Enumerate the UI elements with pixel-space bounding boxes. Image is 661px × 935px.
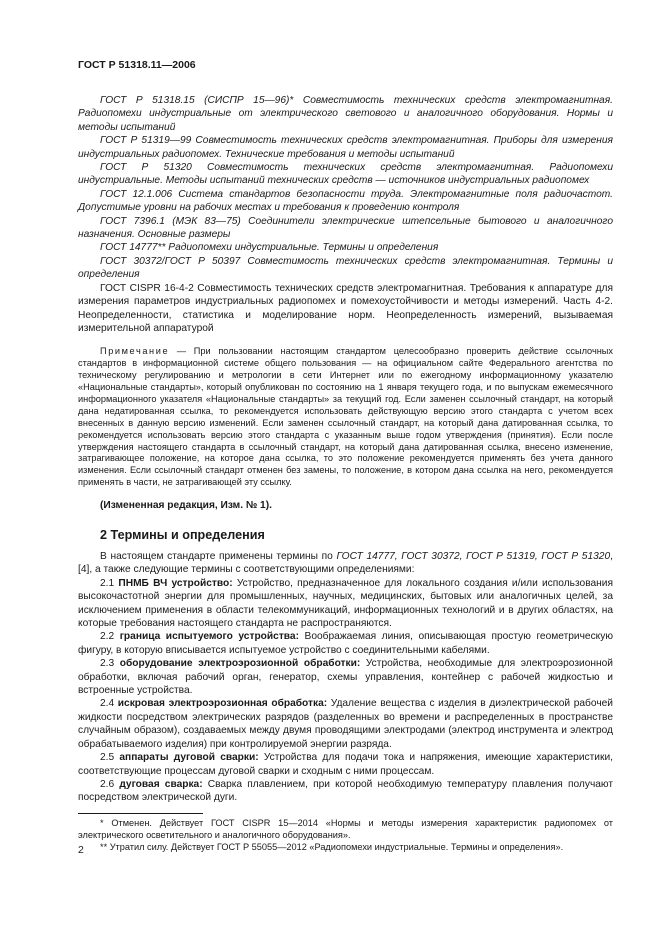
section-intro: В настоящем стандарте применены термины по ГОСТ 14777, ГОСТ 30372, ГОСТ Р 51319, ГОСТ Р 51320, [4], а также следующие термины с соответствующими определениями: bbox=[78, 551, 613, 576]
section-title: 2 Термины и определения bbox=[100, 527, 265, 542]
reference-item: ГОСТ 12.1.006 Система стандартов безопасности труда. Электромагнитные поля радиочастот. Допустимые уровни на рабочих местах и требования к проведению контроля bbox=[78, 188, 613, 214]
note-paragraph bbox=[78, 346, 613, 489]
document-header: ГОСТ Р 51318.11—2006 bbox=[78, 59, 196, 71]
term-definition: 2.6 дуговая сварка: Сварка плавлением, при которой необходимую температуру плавления получают посредством электрической дуги. bbox=[78, 778, 614, 804]
term-definition: 2.1 ПНМБ ВЧ устройство: Устройство, предназначенное для локального создания и/или использования высокочастотной энергии для промышленных, научных, медицинских, бытовых или аналогичных целей, за исключением применения в области телекоммуникаций, информационных технологий и в других областях, на которые требования настоящего стандарта не распространяются. bbox=[78, 577, 614, 630]
term-definition: 2.2 граница испытуемого устройства: Воображаемая линия, описывающая простую геометрическую фигуру, в которую вписывается испытуемое устройство с соединительными кабелями. bbox=[78, 631, 613, 656]
reference-item: ГОСТ 30372/ГОСТ Р 50397 Совместимость технических средств электромагнитная. Термины и определения bbox=[78, 255, 613, 281]
term-definition: 2.4 искровая электроэрозионная обработка: Удаление вещества с изделия в диэлектрической рабочей жидкости посредством электрических разрядов (разделенных во времени и распределенных в пространстве случайным образом), создаваемых между двумя проводящими электродами (электрод инструмента и электрод обрабатываемого изделия) при контролируемой энергии разряда. bbox=[78, 698, 613, 750]
footnote-divider bbox=[78, 813, 203, 814]
term-definition: 2.3 оборудование электроэрозионной обработки: Устройства, необходимые для электроэрозионной обработки, включая рабочий орган, генератор, схемы управления, контейнер с рабочей жидкостью и встроенные устройства. bbox=[78, 658, 613, 697]
reference-item: ГОСТ Р 51319—99 Совместимость технических средств электромагнитная. Приборы для измерения индустриальных радиопомех. Технические требования и методы испытаний bbox=[78, 135, 613, 160]
reference-item: ГОСТ 14777** Радиопомехи индустриальные. Термины и определения bbox=[100, 242, 439, 254]
reference-item: ГОСТ Р 51320 Совместимость технических средств электромагнитная. Радиопомехи индустриальные. Методы испытаний технических средств — источников индустриальных радиопомех bbox=[78, 162, 613, 187]
document-body bbox=[78, 94, 613, 853]
amendment-note: (Измененная редакция, Изм. № 1). bbox=[100, 500, 272, 512]
footnote: * Отменен. Действует ГОСТ CISPR 15—2014 «Нормы и методы измерения характеристик радиопомех от электрического осветительного и аналогичного оборудования». bbox=[78, 817, 613, 840]
reference-item: ГОСТ Р 51318.15 (СИСПР 15—96)* Совместимость технических средств электромагнитная. Радиопомехи индустриальные от электрического светового и аналогичного оборудования. Нормы и методы испытаний bbox=[78, 95, 613, 133]
term-definition: 2.5 аппараты дуговой сварки: Устройства для подачи тока и напряжения, имеющие характеристики, соответствующие процессам дуговой сварки и сходным с ними процессам. bbox=[78, 752, 613, 777]
note-text: — При пользовании настоящим стандартом целесообразно проверить действие ссылочных стандартов в информационной системе общего пользования — на официальном сайте Федерального агентства по техническому регулированию и метрологии в сети Интернет или по ежегодному информационному указателю «Национальные стандарты», который опубликован по состоянию на 1 января текущего года, и по выпускам ежемесячного информационного указателя «Национальные стандарты» за текущий год. Если заменен ссылочный стандарт, на который дана недатированная ссылка, то рекомендуется использовать действующую версию этого стандарта с учетом всех внесенных в данную версию изменений. Если заменен ссылочный стандарт, на который дана датированная ссылка, то рекомендуется использовать версию этого стандарта с указанным выше годом утверждения (принятия). Если после утверждения настоящего стандарта в ссылочный стандарт, на который дана датированная ссылка, внесено изменение, затрагивающее положение, на которое дана ссылка, то это положение рекомендуется применять без учета данного изменения. Если ссылочный стандарт отменен без замены, то положение, в котором дана ссылка на него, рекомендуется применять в части, не затрагивающей эту ссылку. bbox=[78, 346, 613, 488]
reference-item: ГОСТ 7396.1 (МЭК 83—75) Соединители электрические штепсельные бытового и аналогичного назначения. Основные размеры bbox=[78, 215, 613, 241]
reference-item: ГОСТ CISPR 16-4-2 Совместимость технических средств электромагнитная. Требования к аппаратуре для измерения параметров индустриальных радиопомех и помехоустойчивости и методы измерений. Часть 4-2. Неопределенности, статистика и моделирование норм. Неопределенность измерений, вызываемая измерительной аппаратурой bbox=[78, 282, 613, 334]
footnote: ** Утратил силу. Действует ГОСТ Р 55055—2012 «Радиопомехи индустриальные. Термины и определения». bbox=[100, 841, 564, 852]
page-number: 2 bbox=[78, 844, 84, 856]
note-label: Примечание bbox=[100, 346, 170, 357]
